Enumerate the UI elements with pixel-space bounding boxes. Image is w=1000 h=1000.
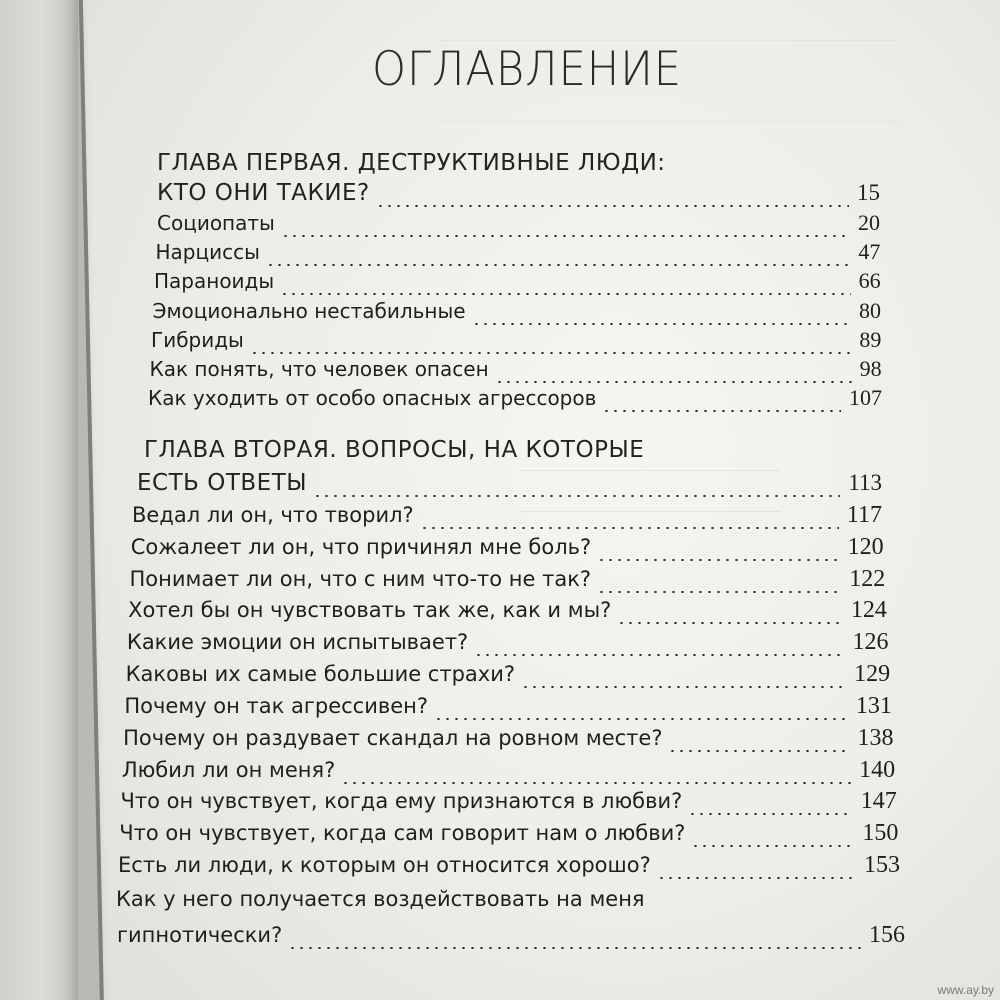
toc-entry-label: Как уходить от особо опасных агрессоров	[148, 386, 597, 410]
site-watermark: www.ay.by	[937, 983, 994, 997]
toc-entry-label: Как понять, что человек опасен	[149, 356, 489, 381]
dot-leader	[495, 381, 852, 383]
toc-entry-page-number: 147	[860, 788, 897, 815]
toc-entry-label: Есть ли люди, к которым он относится хорошо?	[118, 853, 651, 877]
toc-entry	[156, 239, 881, 271]
toc-entry-label: Сожалеет ли он, что причинял мне боль?	[130, 534, 592, 559]
dot-leader	[602, 410, 841, 412]
dot-leader	[434, 718, 848, 720]
toc-entry	[122, 757, 895, 789]
toc-entry-label: Хотел бы он чувствовать так же, как и мы?	[128, 598, 612, 623]
chapter-2-title-line1: ГЛАВА ВТОРАЯ. ВОПРОСЫ, НА КОТОРЫЕ	[144, 437, 645, 463]
toc-entry	[123, 725, 893, 757]
toc-entry-page-number: 66	[858, 268, 881, 294]
dot-leader	[474, 654, 844, 656]
toc-entry-page-number: 120	[847, 533, 884, 560]
dot-leader	[313, 495, 840, 497]
toc-entry-label: Что он чувствует, когда сам говорит нам о любви?	[119, 821, 686, 846]
toc-entry-label: Эмоционально нестабильные	[152, 298, 466, 323]
dot-leader	[617, 622, 843, 624]
toc-entry-label: Что он чувствует, когда ему признаются в любви?	[120, 789, 683, 814]
dot-leader	[266, 264, 850, 266]
toc-entry-page-number: 80	[859, 297, 881, 323]
toc-entry-label: Почему он раздувает скандал на ровном месте?	[123, 725, 663, 750]
toc-entry-continued	[117, 922, 905, 954]
toc-entry-page-number: 47	[858, 239, 881, 265]
toc-entry-label: Каковы их самые большие страхи?	[125, 662, 516, 687]
toc-entry-page-number: 138	[857, 724, 894, 751]
toc-entry-label: Какие эмоции он испытывает?	[126, 630, 469, 655]
toc-entry-continued-label: гипнотически?	[117, 923, 283, 947]
chapter-2-title-line2-label: ЕСТЬ ОТВЕТЫ	[137, 470, 308, 496]
toc-entry	[118, 852, 900, 884]
toc-entry-label: Социопаты	[157, 211, 275, 235]
toc-entry-label: Почему он так агрессивен?	[124, 693, 429, 718]
dot-leader	[280, 293, 850, 295]
chapter-1-title-line1: ГЛАВА ПЕРВАЯ. ДЕСТРУКТИВНЫЕ ЛЮДИ:	[157, 150, 666, 176]
toc-entry	[129, 566, 885, 598]
toc-entry-page-number: 98	[859, 355, 882, 381]
chapter-1-title-line2	[157, 180, 880, 212]
chapter-2-title-line2-page-number: 113	[848, 470, 882, 495]
dot-leader	[657, 877, 856, 879]
toc-entry	[153, 298, 882, 330]
dot-leader	[597, 559, 839, 561]
toc-entry-page-number: 131	[855, 692, 892, 719]
toc-entry-page-number: 150	[862, 820, 899, 847]
dot-leader	[376, 205, 849, 207]
toc-entry	[154, 268, 881, 300]
toc-entry	[148, 385, 882, 417]
dot-leader	[691, 845, 854, 847]
toc-entry-page-number: 89	[859, 326, 882, 352]
toc-entry-continued-page-number: 156	[869, 922, 905, 948]
dot-leader	[668, 750, 849, 752]
toc-entry-page-number: 122	[849, 565, 886, 592]
toc-entry	[157, 210, 880, 242]
toc-entry	[128, 597, 887, 629]
dot-leader	[472, 323, 851, 325]
toc-entry-page-number: 153	[864, 852, 900, 878]
dot-leader	[597, 591, 841, 593]
toc-entry-label: Нарциссы	[155, 240, 260, 265]
toc-entry-page-number: 20	[858, 210, 880, 235]
toc-entry-label: Понимает ли он, что с ним что-то не так?	[129, 566, 592, 591]
dot-leader	[420, 527, 839, 529]
toc-entry	[119, 820, 898, 852]
chapter-2-title-line2	[137, 470, 882, 502]
toc-entry-page-number: 140	[859, 756, 896, 783]
chapter-1-title-line2-label: КТО ОНИ ТАКИЕ?	[157, 180, 370, 206]
toc-entry	[121, 788, 897, 820]
dot-leader	[288, 947, 861, 949]
dot-leader	[521, 686, 846, 688]
toc-entry-label: Ведал ли он, что творил?	[132, 503, 414, 527]
toc-entry	[151, 327, 881, 359]
toc-entry	[131, 534, 884, 566]
dot-leader	[281, 235, 850, 237]
dot-leader	[341, 782, 851, 784]
toc-entry-page-number: 129	[854, 661, 891, 688]
toc-entry-page-number: 117	[846, 502, 882, 528]
dot-leader	[688, 813, 852, 815]
dot-leader	[250, 352, 851, 354]
toc-entry-label: Гибриды	[151, 327, 244, 352]
toc-entry	[127, 629, 889, 661]
toc-entry-page-number: 126	[852, 629, 889, 656]
toc-entry-page-number: 124	[850, 597, 887, 624]
toc-entry	[126, 661, 891, 693]
toc-entry-page-number: 107	[849, 385, 882, 410]
toc-entry	[150, 356, 882, 388]
toc-entry-label: Как у него получается воздействовать на меня	[116, 887, 645, 911]
toc-title: ОГЛАВЛЕНИЕ	[372, 42, 683, 97]
toc-entry-label: Любил ли он меня?	[121, 757, 336, 782]
toc-entry	[124, 693, 891, 725]
chapter-1-title-line2-page-number: 15	[857, 180, 880, 205]
toc-entry	[132, 502, 882, 534]
toc-entry	[116, 887, 645, 919]
toc-entry-label: Параноиды	[154, 269, 275, 294]
